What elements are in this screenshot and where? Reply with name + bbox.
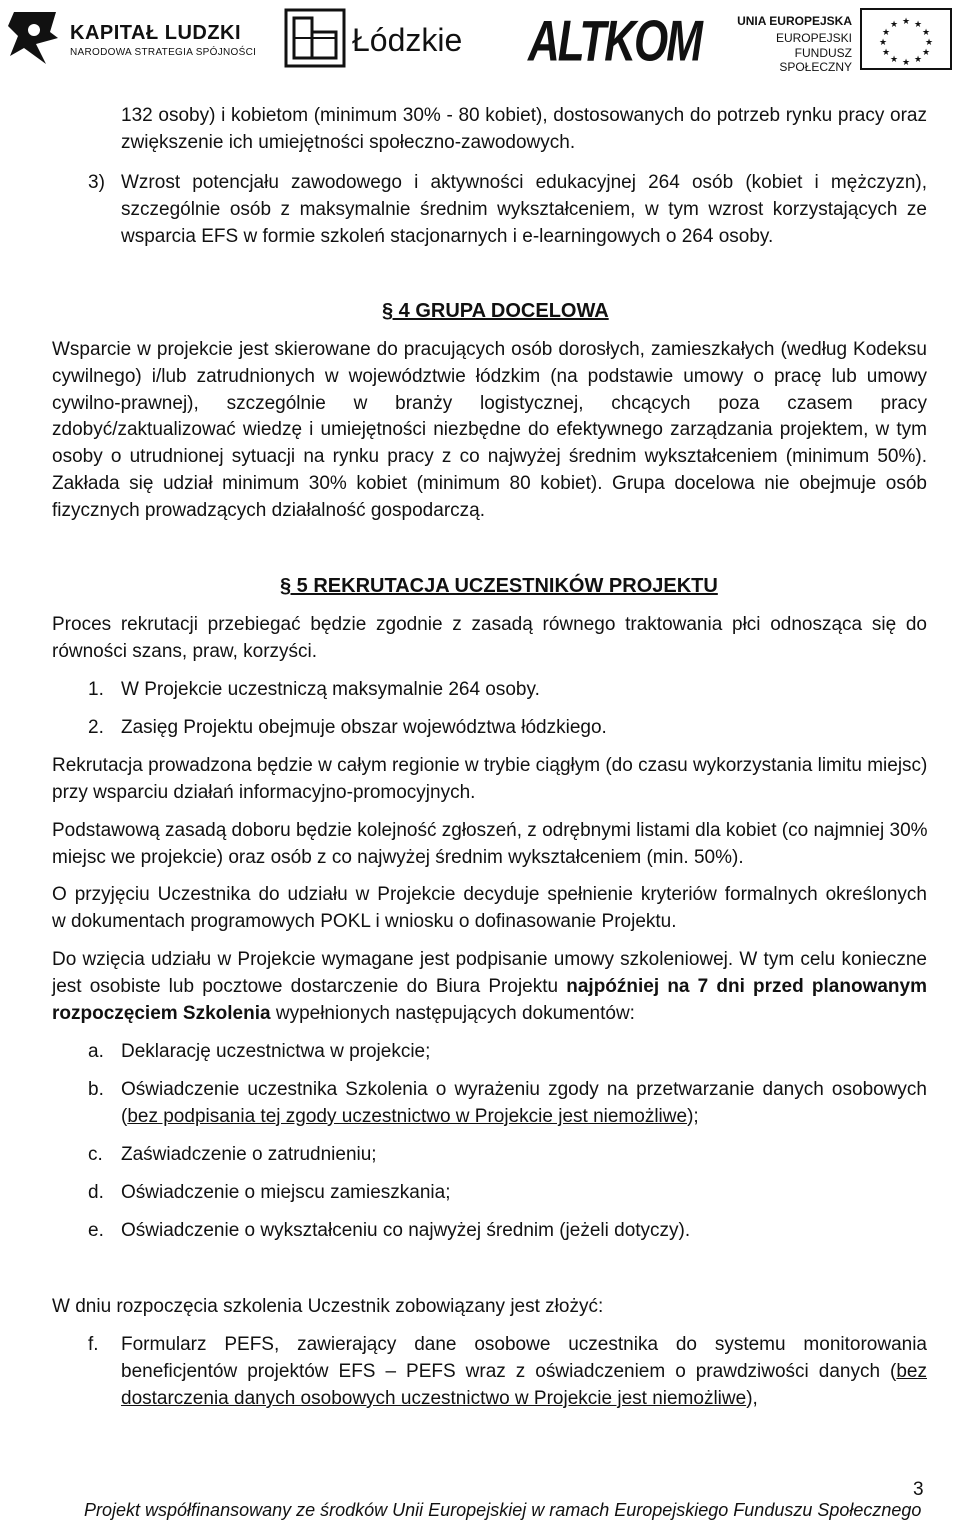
s5-p4-line-2: w dokumentach programowych POKL i wniosku o dofinasowanie Projektu. [52, 911, 677, 932]
list-item-1-number: 1. [88, 679, 104, 700]
list-item-2-number: 2. [88, 717, 104, 738]
ue-line3: FUNDUSZ SPOŁECZNY [779, 46, 852, 74]
item3-number: 3) [88, 172, 105, 193]
s5-p5-line-3-normal: wypełnionych następujących dokumentów: [270, 1003, 635, 1024]
s5-p5-line-2-normal: jest osobiste lub pocztowe dostarczenie do Biura Projektu [52, 976, 567, 997]
lodzkie-emblem-icon [284, 8, 346, 68]
s5-p5-line-3-bold: rozpoczęciem Szkolenia [52, 1003, 271, 1024]
doc-f-line-2 [121, 1358, 927, 1385]
kapital-ludzki-emblem-icon [6, 8, 60, 68]
s4-line-5: osoby o utrudnionej sytuacji na rynku pracy z co najwyżej średnim wykształceniem (minimum 50%). [52, 446, 927, 467]
svg-text:★: ★ [901, 58, 911, 68]
doc-d: Oświadczenie o miejscu zamieszkania; [121, 1182, 451, 1203]
doc-b-close: ); [687, 1106, 699, 1127]
kapital-ludzki-title: KAPITAŁ LUDZKI [70, 22, 242, 44]
svg-text:★: ★ [878, 38, 888, 48]
s4-line-7: fizycznych prowadzących działalność gospodarczą. [52, 500, 485, 521]
doc-f-line-3-close: ), [746, 1388, 758, 1409]
s5-p2-line-1: Rekrutacja prowadzona będzie w całym regionie w trybie ciągłym (do czasu wykorzystania limitu miejsc) [52, 755, 928, 776]
doc-c: Zaświadczenie o zatrudnieniu; [121, 1144, 377, 1165]
eu-flag-icon [860, 8, 952, 70]
s5-p1-line-2: równości szans, praw, korzyści. [52, 641, 318, 662]
top-line-1: 132 osoby) i kobietom (minimum 30% - 80 kobiet), dostosowanych do potrzeb rynku pracy oraz [121, 105, 927, 126]
svg-text:★: ★ [889, 55, 899, 65]
s5-p2-line-2: przy wsparciu działań informacyjno-promocyjnych. [52, 782, 476, 803]
s5-p5-line-3 [52, 1000, 635, 1027]
s5-p5-line-2-bold: najpóźniej na 7 dni przed planowanym [566, 976, 927, 997]
doc-b-line-2 [121, 1103, 699, 1130]
item3-line-2: szczególnie osób z maksymalnie średnim wykształceniem, w tym wzrost korzystających ze [121, 199, 927, 220]
svg-text:★: ★ [921, 48, 931, 58]
s4-line-6: Zakłada się udział minimum 30% kobiet (minimum 80 kobiet). Grupa docelowa nie obejmuje osób [52, 473, 927, 494]
top-line-2: zwiększenie ich umiejętności społeczno-zawodowych. [121, 132, 576, 153]
item3-line-1: Wzrost potencjału zawodowego i aktywności edukacyjnej 264 osób (kobiet i mężczyzn), [121, 172, 927, 193]
svg-text:★: ★ [924, 38, 934, 48]
altkom-wordmark: ALTKOM [528, 10, 701, 74]
doc-b-number: b. [88, 1079, 104, 1100]
header-logos [0, 0, 960, 80]
doc-f-line-3-underlined: dostarczenia danych osobowych uczestnictwo w Projekcie jest niemożliwe [121, 1388, 747, 1409]
svg-text:★: ★ [913, 55, 923, 65]
doc-f-number: f. [88, 1334, 99, 1355]
doc-b-underlined: bez podpisania tej zgody uczestnictwo w Projekcie jest niemożliwe [127, 1106, 688, 1127]
page-number: 3 [913, 1479, 924, 1500]
s5-p1-line-1: Proces rekrutacji przebiegać będzie zgodnie z zasadą równego traktowania płci odnosząca się do [52, 614, 927, 635]
s5-p4-line-1: O przyjęciu Uczestnika do udziału w Projekcie decyduje spełnienie kryteriów formalnych określonych [52, 884, 927, 905]
s5-p5-line-1: Do wzięcia udziału w Projekcie wymagane jest podpisanie umowy szkoleniowej. W tym celu konieczne [52, 949, 927, 970]
lodzkie-wordmark: Łódzkie [352, 22, 463, 58]
svg-text:★: ★ [901, 17, 911, 27]
svg-text:★: ★ [921, 28, 931, 38]
s4-line-3: cywilno-prawnej), szczególnie w branży logistycznej, chcących poza czasem pracy [52, 393, 927, 414]
list-item-2: Zasięg Projektu obejmuje obszar województwa łódzkiego. [121, 717, 607, 738]
doc-e-number: e. [88, 1220, 104, 1241]
doc-f-line-2-normal: beneficjentów projektów EFS – PEFS wraz z oświadczeniem o prawdziwości danych ( [121, 1361, 897, 1382]
doc-e: Oświadczenie o wykształceniu co najwyżej średnim (jeżeli dotyczy). [121, 1220, 691, 1241]
svg-text:★: ★ [913, 20, 923, 30]
item3-line-3: wsparcia EFS w formie szkoleń stacjonarnych i e-learningowych o 264 osoby. [121, 226, 774, 247]
kapital-ludzki-subtitle: NARODOWA STRATEGIA SPÓJNOŚCI [70, 47, 257, 58]
s4-line-2: cywilnego) i/lub zatrudnionych w województwie łódzkim (na podstawie umowy o pracę lub umowy [52, 366, 927, 387]
s5-p3-line-1: Podstawową zasadą doboru będzie kolejność zgłoszeń, z odrębnymi listami dla kobiet (co najmniej 30% [52, 820, 928, 841]
doc-a: Deklarację uczestnictwa w projekcie; [121, 1041, 431, 1062]
svg-text:★: ★ [881, 28, 891, 38]
s5-p5-line-2 [52, 973, 927, 1000]
doc-f-line-2-underlined: bez [896, 1361, 927, 1382]
doc-c-number: c. [88, 1144, 103, 1165]
doc-f-line-3 [121, 1385, 758, 1412]
list-item-1: W Projekcie uczestniczą maksymalnie 264 osoby. [121, 679, 540, 700]
doc-b-open: ( [121, 1106, 128, 1127]
section4-heading: § 4 GRUPA DOCELOWA [382, 300, 609, 322]
svg-text:★: ★ [889, 20, 899, 30]
s4-line-4: zdobyć/zaktualizować wiedzę i umiejętności niezbędne do efektywnego zarządzania projektem, w tym [52, 419, 927, 440]
doc-f-line-1: Formularz PEFS, zawierający dane osobowe uczestnika do systemu monitorowania [121, 1334, 927, 1355]
svg-text:★: ★ [881, 48, 891, 58]
ue-title: UNIA EUROPEJSKA [737, 14, 852, 28]
ue-line2: EUROPEJSKI [775, 31, 852, 45]
doc-a-number: a. [88, 1041, 104, 1062]
s5-p6: W dniu rozpoczęcia szkolenia Uczestnik zobowiązany jest złożyć: [52, 1296, 604, 1317]
section5-heading: § 5 REKRUTACJA UCZESTNIKÓW PROJEKTU [280, 575, 718, 597]
s4-line-1: Wsparcie w projekcie jest skierowane do pracujących osób dorosłych, zamieszkałych (według Kodeksu [52, 339, 927, 360]
doc-d-number: d. [88, 1182, 104, 1203]
footer-text: Projekt współfinansowany ze środków Unii Europejskiej w ramach Europejskiego Funduszu Społecznego [84, 1500, 922, 1520]
doc-b-line-1: Oświadczenie uczestnika Szkolenia o wyrażeniu zgody na przetwarzanie danych osobowych [121, 1079, 927, 1100]
s5-p3-line-2: miejsc we projekcie) oraz osób z co najwyżej średnim wykształceniem (min. 50%). [52, 847, 744, 868]
